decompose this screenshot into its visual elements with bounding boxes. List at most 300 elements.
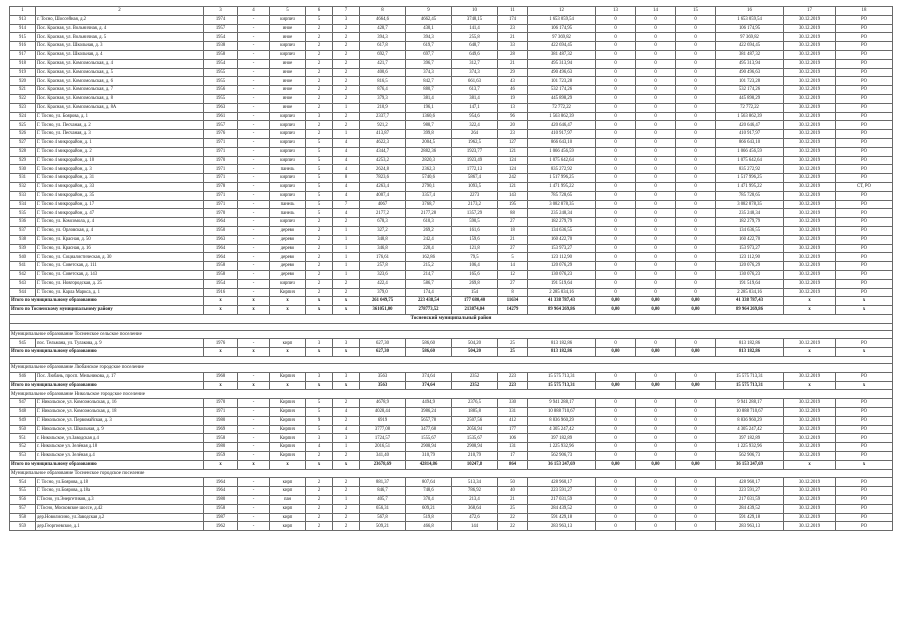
table-cell: 692,7 bbox=[360, 50, 406, 59]
table-cell: 368,64 bbox=[452, 504, 498, 513]
table-cell: 1959 bbox=[204, 452, 238, 461]
table-cell: 422 694,45 bbox=[716, 42, 784, 51]
table-cell: 72 772,22 bbox=[528, 103, 596, 112]
table-cell: 0 bbox=[596, 42, 636, 51]
table-cell: Г. Тосно, ул. Песчаная, д. 3 bbox=[36, 130, 204, 139]
table-cell: 30.12.2019 bbox=[784, 77, 836, 86]
total-cell: x bbox=[270, 348, 306, 357]
table-row bbox=[10, 218, 893, 227]
table-cell: 2004,5 bbox=[406, 138, 452, 147]
table-cell: 941 bbox=[10, 262, 36, 271]
table-cell: 1 bbox=[333, 496, 360, 505]
table-cell: 1964 bbox=[204, 244, 238, 253]
table-cell: - bbox=[238, 279, 270, 288]
total-cell: 2352 bbox=[452, 381, 498, 390]
table-cell: 131 bbox=[498, 443, 528, 452]
table-cell: Пос. Красная, ул. Школьная, д. 3 bbox=[36, 42, 204, 51]
table-cell: 931 bbox=[10, 174, 36, 183]
table-cell: 913 bbox=[10, 15, 36, 24]
table-cell: 951 bbox=[10, 434, 36, 443]
table-cell: 609,21 bbox=[406, 504, 452, 513]
table-cell: 0 bbox=[636, 372, 676, 381]
table-cell: 3777,08 bbox=[360, 425, 406, 434]
table-row bbox=[10, 182, 893, 191]
table-cell: 943 bbox=[10, 279, 36, 288]
table-cell: 866 643,10 bbox=[716, 138, 784, 147]
total-label: Итого по муниципальному образованию bbox=[10, 381, 204, 390]
table-cell: иное bbox=[270, 86, 306, 95]
table-cell: 30.12.2019 bbox=[784, 209, 836, 218]
table-cell: 1970 bbox=[204, 156, 238, 165]
table-cell: - bbox=[238, 156, 270, 165]
table-cell: 5 bbox=[498, 253, 528, 262]
table-cell: РО bbox=[836, 522, 893, 531]
table-cell: 2376,5 bbox=[452, 399, 498, 408]
table-cell: 30.12.2019 bbox=[784, 33, 836, 42]
table-cell: 934 bbox=[10, 200, 36, 209]
table-cell: РО bbox=[836, 235, 893, 244]
total-cell: 177 680,40 bbox=[452, 297, 498, 306]
table-cell: 374,3 bbox=[406, 68, 452, 77]
table-cell: 0 bbox=[676, 165, 716, 174]
table-cell: 20 bbox=[498, 121, 528, 130]
table-cell: 957 bbox=[10, 504, 36, 513]
table-cell: 881,37 bbox=[360, 478, 406, 487]
table-row bbox=[10, 165, 893, 174]
table-cell: РО bbox=[836, 112, 893, 121]
table-cell: 428 960,17 bbox=[716, 478, 784, 487]
table-cell: 1971 bbox=[204, 138, 238, 147]
table-cell: 0 bbox=[596, 138, 636, 147]
table-cell: Кирпич bbox=[270, 416, 306, 425]
total-cell: x bbox=[306, 381, 333, 390]
table-cell: Г.Тосно, Московское шоссе, д.42 bbox=[36, 504, 204, 513]
table-cell: 27 bbox=[498, 279, 528, 288]
table-cell: 22 bbox=[498, 513, 528, 522]
table-cell: 0 bbox=[636, 496, 676, 505]
table-cell: 0 bbox=[676, 59, 716, 68]
table-cell: панель bbox=[270, 165, 306, 174]
table-cell: 0 bbox=[596, 182, 636, 191]
table-cell: Г. Тосно, ул. Карла Маркса, д. 1 bbox=[36, 288, 204, 297]
table-cell: 0 bbox=[636, 94, 676, 103]
table-row bbox=[10, 279, 893, 288]
table-cell: 8 bbox=[333, 174, 360, 183]
table-row bbox=[10, 270, 893, 279]
table-cell: 182 279,79 bbox=[528, 218, 596, 227]
table-cell: 4263,4 bbox=[360, 182, 406, 191]
table-cell: 4678,9 bbox=[360, 399, 406, 408]
table-cell: 1 066 456,59 bbox=[528, 147, 596, 156]
table-cell: 0 bbox=[676, 244, 716, 253]
table-cell: 130 076,23 bbox=[716, 270, 784, 279]
table-cell: 932 bbox=[10, 182, 36, 191]
total-cell: 278773,52 bbox=[406, 306, 452, 315]
table-cell: - bbox=[238, 496, 270, 505]
table-cell: 959 bbox=[10, 522, 36, 531]
table-cell: 0 bbox=[636, 279, 676, 288]
table-cell: 5867,4 bbox=[452, 174, 498, 183]
table-cell: 0 bbox=[636, 200, 676, 209]
table-cell: 2 bbox=[306, 288, 333, 297]
table-cell: 30.12.2019 bbox=[784, 262, 836, 271]
table-cell: 2790,1 bbox=[406, 182, 452, 191]
table-cell: - bbox=[238, 408, 270, 417]
table-cell: 1916 bbox=[204, 288, 238, 297]
table-cell: Кирпич bbox=[270, 434, 306, 443]
table-cell: 0 bbox=[596, 244, 636, 253]
table-cell: 40 bbox=[498, 487, 528, 496]
table-cell: 269,2 bbox=[406, 226, 452, 235]
table-cell: 2 bbox=[333, 416, 360, 425]
table-cell: 0 bbox=[636, 182, 676, 191]
table-cell: 323,6 bbox=[360, 270, 406, 279]
table-cell: 397 182,89 bbox=[528, 434, 596, 443]
total-label: Итого по муниципальному образованию bbox=[10, 297, 204, 306]
table-cell: пан bbox=[270, 496, 306, 505]
table-cell: 130 076,23 bbox=[528, 270, 596, 279]
total-cell: 25 bbox=[498, 348, 528, 357]
table-cell: РО bbox=[836, 130, 893, 139]
table-cell: - bbox=[238, 121, 270, 130]
table-cell: 0 bbox=[636, 156, 676, 165]
table-cell: 617,8 bbox=[360, 42, 406, 51]
table-cell: 127 bbox=[498, 138, 528, 147]
table-cell: 235 248,34 bbox=[528, 209, 596, 218]
table-cell: РО bbox=[836, 86, 893, 95]
column-number: 14 bbox=[636, 7, 676, 16]
table-cell: 159,6 bbox=[452, 235, 498, 244]
table-cell: 283 963,13 bbox=[716, 522, 784, 531]
total-cell: x bbox=[836, 306, 893, 315]
table-cell: - bbox=[238, 182, 270, 191]
table-cell: 144 bbox=[452, 522, 498, 531]
table-cell: иное bbox=[270, 77, 306, 86]
table-cell: 4 bbox=[333, 156, 360, 165]
table-cell: 4 bbox=[333, 191, 360, 200]
table-cell: Пос. Любань, просп. Мельникова, д. 17 bbox=[36, 372, 204, 381]
table-cell: 0 bbox=[636, 504, 676, 513]
table-cell: Г. Никольское, ул. Первомайская, д. 3 bbox=[36, 416, 204, 425]
table-cell: 1955 bbox=[204, 94, 238, 103]
table-cell: 15 575 713,31 bbox=[716, 372, 784, 381]
table-cell: 217 031,59 bbox=[716, 496, 784, 505]
table-cell: 466,8 bbox=[406, 522, 452, 531]
table-cell: 147,1 bbox=[452, 103, 498, 112]
table-cell: 1 bbox=[333, 103, 360, 112]
municipality-heading-row bbox=[10, 330, 893, 339]
table-cell: РО bbox=[836, 218, 893, 227]
table-cell: 0 bbox=[676, 339, 716, 348]
table-cell: - bbox=[238, 77, 270, 86]
table-cell: 374,64 bbox=[406, 372, 452, 381]
table-cell: 30.12.2019 bbox=[784, 372, 836, 381]
table-cell: 30.12.2019 bbox=[784, 522, 836, 531]
table-row bbox=[10, 68, 893, 77]
table-row bbox=[10, 339, 893, 348]
table-cell: 0 bbox=[676, 147, 716, 156]
table-cell: - bbox=[238, 478, 270, 487]
table-cell: 214,7 bbox=[406, 270, 452, 279]
table-cell: 331 bbox=[498, 408, 528, 417]
total-cell: 813 182,86 bbox=[716, 348, 784, 357]
table-cell: 0 bbox=[636, 147, 676, 156]
total-cell: 0,00 bbox=[636, 381, 676, 390]
table-cell: - bbox=[238, 50, 270, 59]
table-cell: 952 bbox=[10, 443, 36, 452]
table-cell: Кирпич bbox=[270, 288, 306, 297]
table-cell: 106 174,95 bbox=[716, 24, 784, 33]
table-cell: 400,6 bbox=[360, 68, 406, 77]
table-cell: 1980 bbox=[204, 443, 238, 452]
table-cell: 191 519,64 bbox=[528, 279, 596, 288]
table-cell: 2 bbox=[306, 130, 333, 139]
table-row bbox=[10, 425, 893, 434]
table-cell: 5 bbox=[306, 165, 333, 174]
table-cell: 12 bbox=[498, 270, 528, 279]
table-cell: 2177,2 bbox=[360, 209, 406, 218]
table-cell: 396,7 bbox=[406, 59, 452, 68]
table-cell: 2056,94 bbox=[452, 425, 498, 434]
table-cell: - bbox=[238, 416, 270, 425]
total-cell: x bbox=[238, 306, 270, 315]
table-cell: кирпич bbox=[270, 138, 306, 147]
total-cell: x bbox=[784, 460, 836, 469]
table-cell: 422 694,45 bbox=[528, 42, 596, 51]
table-cell: иное bbox=[270, 59, 306, 68]
table-cell: 0 bbox=[636, 42, 676, 51]
table-cell: РО bbox=[836, 372, 893, 381]
total-cell: 223 bbox=[498, 381, 528, 390]
table-cell: 0 bbox=[676, 209, 716, 218]
table-cell: иное bbox=[270, 94, 306, 103]
table-cell: Г. Тосно 4 микрорайон, д. 17 bbox=[36, 200, 204, 209]
table-cell: Г. Тосно, ул. Красная, д. 16 bbox=[36, 244, 204, 253]
table-row bbox=[10, 50, 893, 59]
table-cell: 4622,3 bbox=[360, 138, 406, 147]
table-cell: 428 960,17 bbox=[528, 478, 596, 487]
table-cell: 143 bbox=[498, 191, 528, 200]
table-row bbox=[10, 15, 893, 24]
table-cell: 2 bbox=[333, 112, 360, 121]
table-cell: 613,7 bbox=[452, 86, 498, 95]
table-row bbox=[10, 138, 893, 147]
table-cell: Г. Тосно, ул. Красная, д. 50 bbox=[36, 235, 204, 244]
table-cell: Г. Тосно, ул.Боярова, д.18 bbox=[36, 478, 204, 487]
table-cell: 0 bbox=[676, 86, 716, 95]
table-cell: 30.12.2019 bbox=[784, 487, 836, 496]
table-cell: 0 bbox=[596, 270, 636, 279]
table-cell: 30.12.2019 bbox=[784, 121, 836, 130]
municipality-heading: Муниципальное образование Тосненское городское поселение bbox=[10, 469, 893, 478]
table-cell: 0 bbox=[676, 416, 716, 425]
table-cell: 43 bbox=[498, 77, 528, 86]
table-cell: 330 bbox=[498, 399, 528, 408]
table-cell: 532 174,26 bbox=[716, 86, 784, 95]
table-cell: РО bbox=[836, 121, 893, 130]
table-cell: 124 bbox=[498, 165, 528, 174]
table-cell: 1964 bbox=[204, 478, 238, 487]
table-cell: РО bbox=[836, 59, 893, 68]
table-cell: 0 bbox=[676, 218, 716, 227]
total-cell: 374,64 bbox=[406, 381, 452, 390]
table-cell: 176,61 bbox=[360, 253, 406, 262]
table-row bbox=[10, 112, 893, 121]
table-cell: 381 487,32 bbox=[528, 50, 596, 59]
table-cell: 2 bbox=[333, 86, 360, 95]
table-cell: Г. Никольское, ул. Комсомольская, д. 16 bbox=[36, 399, 204, 408]
table-cell: 30.12.2019 bbox=[784, 156, 836, 165]
table-cell: кирпич bbox=[270, 156, 306, 165]
total-cell: 0,00 bbox=[676, 460, 716, 469]
table-cell: 928 bbox=[10, 147, 36, 156]
column-number: 3 bbox=[204, 7, 238, 16]
table-cell: 3357,4 bbox=[406, 191, 452, 200]
table-cell: 495 313,94 bbox=[528, 59, 596, 68]
table-cell: - bbox=[238, 138, 270, 147]
table-cell: 0 bbox=[596, 33, 636, 42]
table-cell: 1 225 932,96 bbox=[716, 443, 784, 452]
table-cell: 2 bbox=[333, 522, 360, 531]
total-cell: 504,20 bbox=[452, 348, 498, 357]
table-cell: 30.12.2019 bbox=[784, 218, 836, 227]
table-cell: 4 bbox=[306, 443, 333, 452]
table-cell: - bbox=[238, 339, 270, 348]
table-cell: 495 313,94 bbox=[716, 59, 784, 68]
table-cell: 191 519,64 bbox=[716, 279, 784, 288]
table-cell: 610,3 bbox=[406, 218, 452, 227]
table-cell: 3 bbox=[333, 434, 360, 443]
total-cell: x bbox=[784, 381, 836, 390]
table-cell: 19 bbox=[498, 94, 528, 103]
table-cell: 1555,67 bbox=[406, 434, 452, 443]
table-cell: 2 bbox=[333, 478, 360, 487]
table-cell: 1 bbox=[333, 443, 360, 452]
table-cell: 88 bbox=[498, 209, 528, 218]
table-cell: 397 182,89 bbox=[716, 434, 784, 443]
table-cell: 0 bbox=[676, 182, 716, 191]
table-cell: 264 bbox=[452, 130, 498, 139]
table-cell: 0 bbox=[636, 253, 676, 262]
table-cell: 988,7 bbox=[406, 121, 452, 130]
table-cell: 1535,67 bbox=[452, 434, 498, 443]
table-cell: 2 bbox=[333, 399, 360, 408]
table-cell: 0 bbox=[636, 130, 676, 139]
table-cell: 0 bbox=[676, 443, 716, 452]
table-cell: Г. Тосно, ул. Комсомола, д. 4 bbox=[36, 218, 204, 227]
table-cell: 445 898,29 bbox=[528, 94, 596, 103]
table-cell: 813 182,86 bbox=[528, 339, 596, 348]
table-cell: 421,7 bbox=[360, 59, 406, 68]
table-cell: кирп bbox=[270, 522, 306, 531]
table-row bbox=[10, 262, 893, 271]
table-cell: 0 bbox=[596, 226, 636, 235]
table-cell: 958 bbox=[10, 513, 36, 522]
table-cell: 2 bbox=[306, 103, 333, 112]
table-cell: 1962,5 bbox=[452, 138, 498, 147]
table-cell: 134 636,55 bbox=[528, 226, 596, 235]
table-cell: дерево bbox=[270, 244, 306, 253]
spacer-cell bbox=[10, 323, 893, 330]
table-cell: панель bbox=[270, 200, 306, 209]
table-cell: 399,8 bbox=[406, 130, 452, 139]
table-cell: 2 bbox=[306, 121, 333, 130]
table-cell: 381,4 bbox=[406, 94, 452, 103]
table-cell: 1954 bbox=[204, 33, 238, 42]
table-cell: 866 643,10 bbox=[528, 138, 596, 147]
table-cell: 21 bbox=[498, 59, 528, 68]
table-cell: 2 bbox=[306, 262, 333, 271]
table-cell: 0 bbox=[596, 434, 636, 443]
table-cell: 2 bbox=[333, 121, 360, 130]
table-cell: 0 bbox=[596, 408, 636, 417]
total-cell: x bbox=[238, 460, 270, 469]
table-row bbox=[10, 77, 893, 86]
total-cell: 15 575 713,31 bbox=[528, 381, 596, 390]
table-cell: 0 bbox=[676, 15, 716, 24]
table-cell: 0 bbox=[676, 50, 716, 59]
total-cell: x bbox=[204, 348, 238, 357]
table-cell: 327,2 bbox=[360, 226, 406, 235]
table-cell: - bbox=[238, 209, 270, 218]
table-cell: 123 112,90 bbox=[716, 253, 784, 262]
table-cell: 14 bbox=[498, 262, 528, 271]
table-cell: 8 bbox=[498, 288, 528, 297]
table-cell: 519,8 bbox=[406, 513, 452, 522]
table-cell: 785 728,65 bbox=[716, 191, 784, 200]
table-cell: 0 bbox=[636, 408, 676, 417]
total-row bbox=[10, 460, 893, 469]
table-cell: 1 066 456,59 bbox=[716, 147, 784, 156]
table-cell: 2 285 034,16 bbox=[716, 288, 784, 297]
table-cell: - bbox=[238, 130, 270, 139]
table-cell: 0 bbox=[676, 270, 716, 279]
table-cell: 1 653 059,54 bbox=[716, 15, 784, 24]
table-cell: РО bbox=[836, 262, 893, 271]
table-cell: 0 bbox=[676, 156, 716, 165]
table-cell: 0 bbox=[596, 399, 636, 408]
table-cell: 937 bbox=[10, 226, 36, 235]
table-cell: 0 bbox=[676, 68, 716, 77]
table-cell: Кирпич bbox=[270, 425, 306, 434]
table-cell: 30.12.2019 bbox=[784, 147, 836, 156]
table-cell: 954 bbox=[10, 478, 36, 487]
table-cell: 210,79 bbox=[452, 452, 498, 461]
table-row bbox=[10, 226, 893, 235]
table-cell: 562 906,73 bbox=[528, 452, 596, 461]
total-cell: 36 153 247,69 bbox=[716, 460, 784, 469]
table-cell: 21 bbox=[498, 496, 528, 505]
table-cell: 0 bbox=[676, 138, 716, 147]
table-cell: дерево bbox=[270, 262, 306, 271]
table-cell: 30.12.2019 bbox=[784, 339, 836, 348]
table-cell: 0 bbox=[596, 77, 636, 86]
table-cell: 2 bbox=[333, 24, 360, 33]
table-cell: 5740,6 bbox=[406, 174, 452, 183]
table-cell: 0 bbox=[596, 86, 636, 95]
table-cell: 0 bbox=[676, 513, 716, 522]
table-cell: 0 bbox=[636, 487, 676, 496]
table-cell: 0 bbox=[636, 209, 676, 218]
total-cell: x bbox=[270, 460, 306, 469]
table-cell: 1968 bbox=[204, 372, 238, 381]
table-cell: 0 bbox=[636, 478, 676, 487]
table-cell: РО bbox=[836, 15, 893, 24]
table-cell: 0 bbox=[636, 59, 676, 68]
table-cell: 2 bbox=[333, 452, 360, 461]
table-cell: 0 bbox=[636, 77, 676, 86]
table-cell: 915 bbox=[10, 33, 36, 42]
